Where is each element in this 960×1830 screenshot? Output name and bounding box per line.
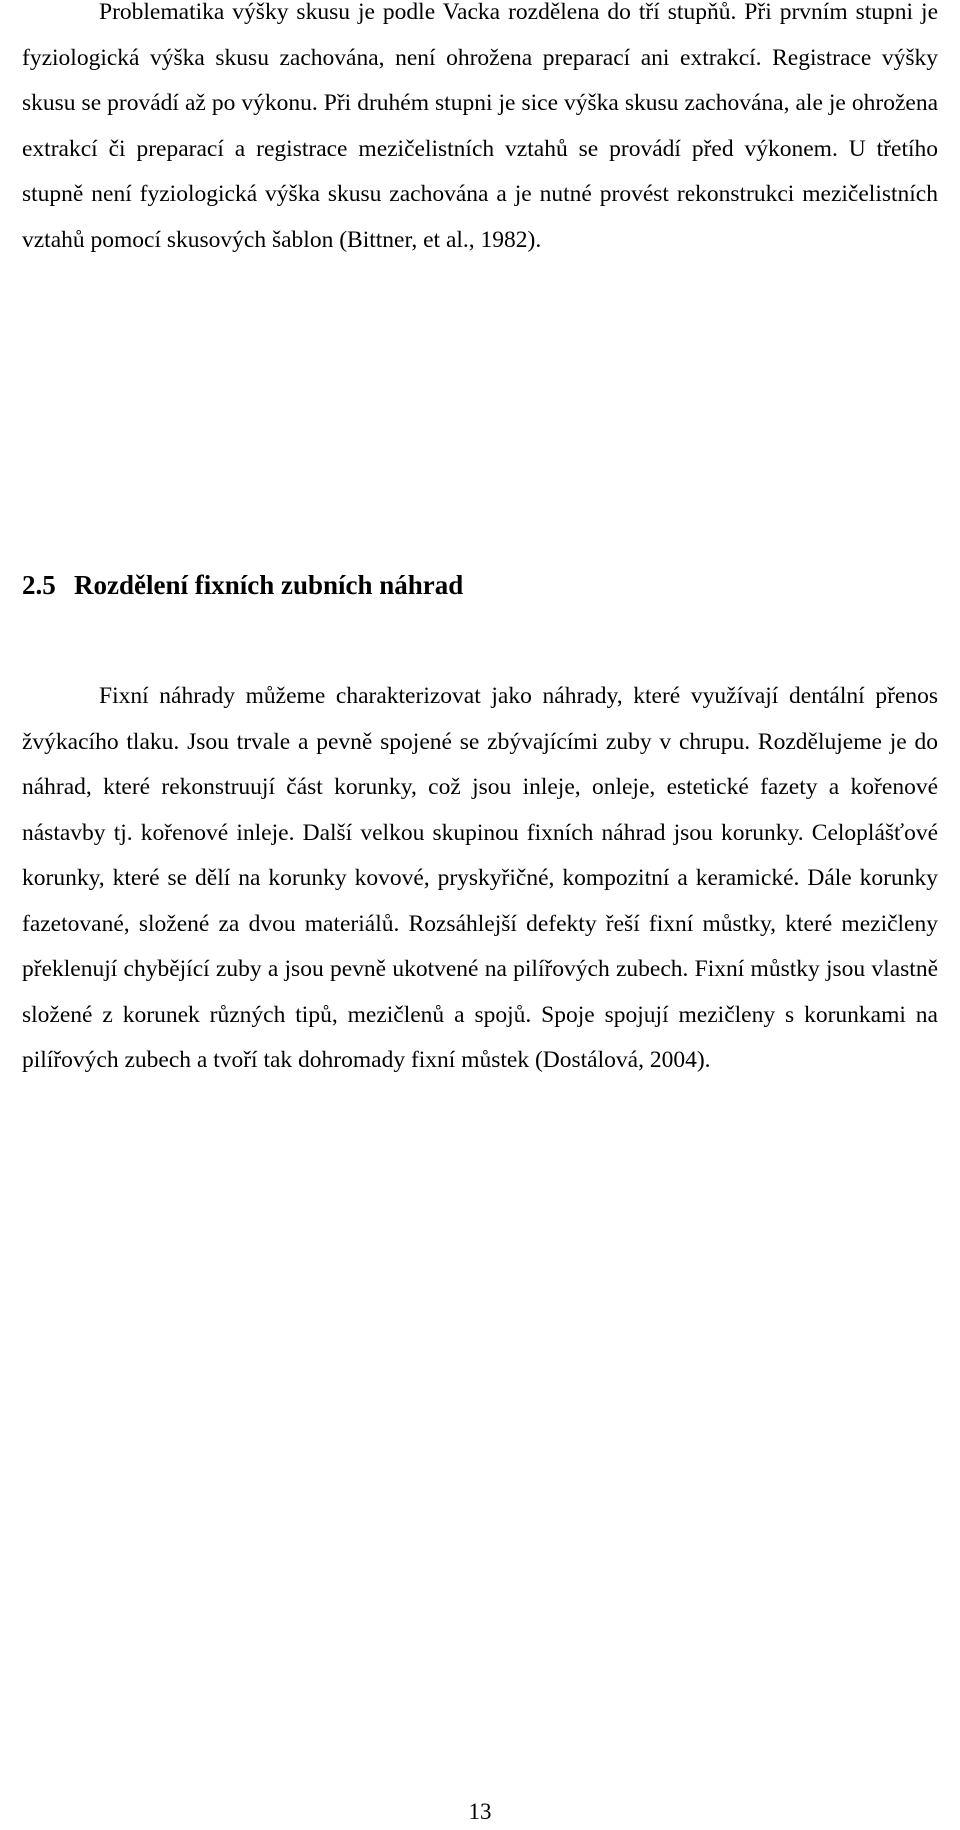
body-paragraph-2 (22, 674, 938, 1084)
section-title: Rozdělení fixních zubních náhrad (74, 570, 464, 600)
section-number: 2.5 (22, 570, 56, 600)
page-number: 13 (468, 1799, 492, 1824)
paragraph-text: Problematika výšky skusu je podle Vacka rozdělena do tří stupňů. Při prvním stupni je fyziologická výška skusu zachována, není ohrožena preparací ani extrakcí. Registrace výšky skusu se provádí až po výkonu. Při druhém stupni je sice výška skusu zachována, ale je ohrožena extrakcí či preparací a registrace mezičelistních vztahů se provádí před výkonem. U třetího stupně není fyziologická výška skusu zachována a je nutné provést rekonstrukci mezičelistních vztahů pomocí skusových šablon (Bittner, et al., 1982). (22, 0, 938, 253)
section-heading (22, 565, 463, 605)
body-paragraph-1 (22, 0, 938, 263)
paragraph-text: Fixní náhrady můžeme charakterizovat jako náhrady, které využívají dentální přenos žvýkacího tlaku. Jsou trvale a pevně spojené se zbývajícími zuby v chrupu. Rozdělujeme je do náhrad, které rekonstruují část korunky, což jsou inleje, onleje, estetické fazety a kořenové nástavby tj. kořenové inleje. Další velkou skupinou fixních náhrad jsou korunky. Celoplášťové korunky, které se dělí na korunky kovové, pryskyřičné, kompozitní a keramické. Dále korunky fazetované, složené za dvou materiálů. Rozsáhlejší defekty řeší fixní můstky, které mezičleny překlenují chybějící zuby a jsou pevně ukotvené na pilířových zubech. Fixní můstky jsou vlastně složené z korunek různých tipů, mezičlenů a spojů. Spoje spojují mezičleny s korunkami na pilířových zubech a tvoří tak dohromady fixní můstek (Dostálová, 2004). (22, 683, 938, 1073)
